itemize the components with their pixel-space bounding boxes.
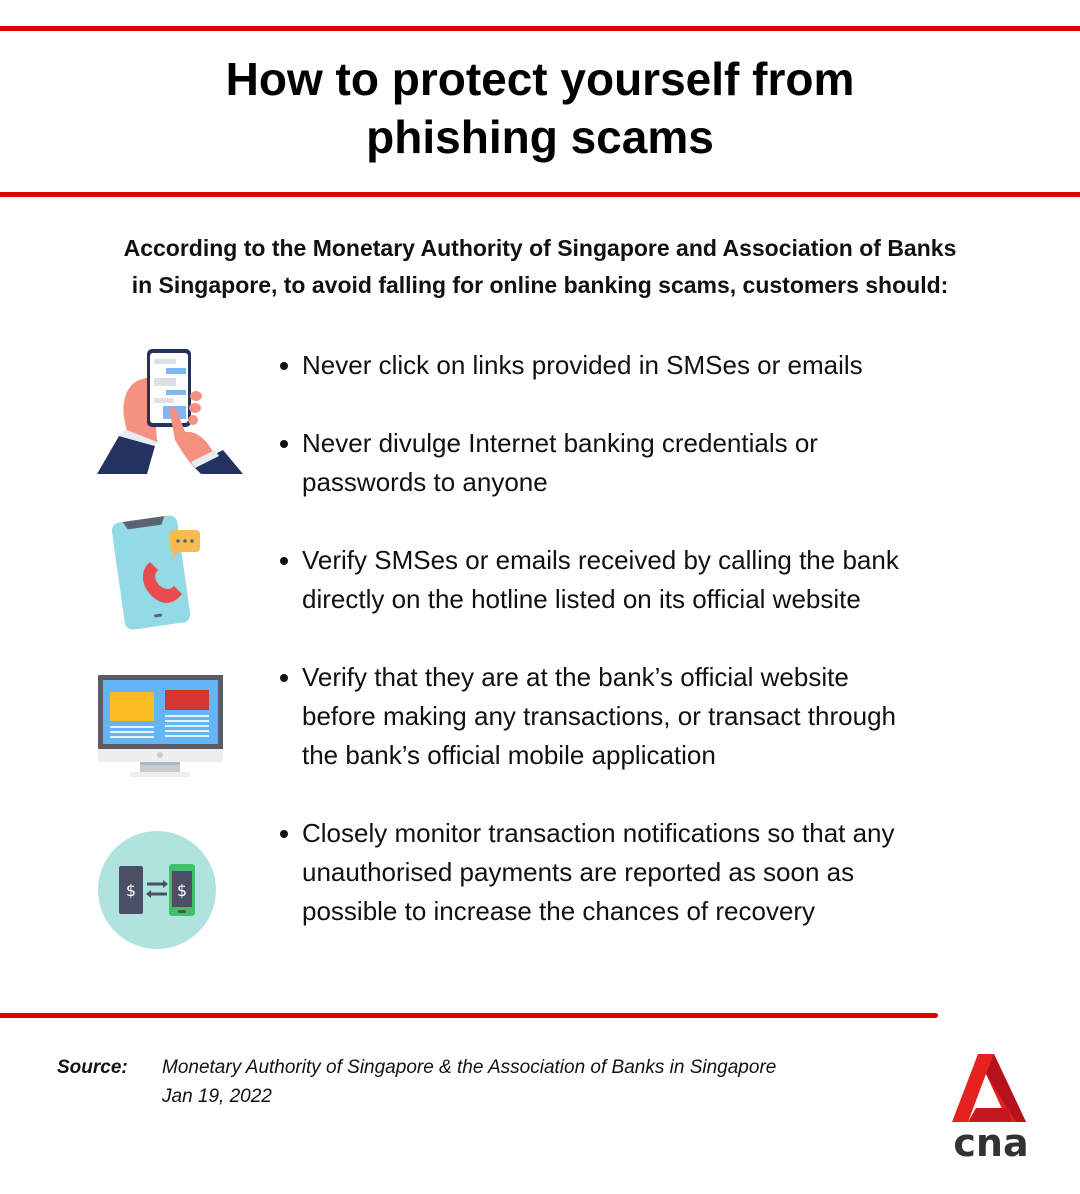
intro-text xyxy=(60,230,1020,304)
tip-item xyxy=(276,814,1036,931)
tip-text: Never click on links provided in SMSes or emails xyxy=(302,350,863,380)
svg-text:$: $ xyxy=(125,881,137,900)
bullet-icon xyxy=(280,362,288,370)
tip-text: possible to increase the chances of recovery xyxy=(302,896,816,926)
tip-item xyxy=(276,658,1036,775)
intro-line-1: According to the Monetary Authority of Singapore and Association of Banks xyxy=(123,235,957,261)
tip-text: directly on the hotline listed on its official website xyxy=(302,584,861,614)
top-divider xyxy=(0,26,1080,31)
tip-text: Never divulge Internet banking credentials or xyxy=(302,428,818,458)
title-line-2: phishing scams xyxy=(366,111,714,163)
bullet-icon xyxy=(280,557,288,565)
tip-text: unauthorised payments are reported as soon as xyxy=(302,857,855,887)
phone-call-icon xyxy=(110,510,205,630)
tip-text: before making any transactions, or transact through xyxy=(302,701,896,731)
tip-text: Verify that they are at the bank’s official website xyxy=(302,662,849,692)
page-title xyxy=(0,50,1080,166)
tip-item xyxy=(276,541,1036,619)
bullet-icon xyxy=(280,830,288,838)
svg-text:$: $ xyxy=(176,881,188,900)
source-text: Monetary Authority of Singapore & the Association of Banks in Singapore xyxy=(162,1057,777,1078)
source-date: Jan 19, 2022 xyxy=(162,1086,272,1107)
bullet-icon xyxy=(280,674,288,682)
source-citation xyxy=(162,1053,776,1111)
money-transfer-icon xyxy=(97,830,217,950)
tip-item xyxy=(276,424,1036,502)
title-line-1: How to protect yourself from xyxy=(225,53,855,105)
intro-line-2: in Singapore, to avoid falling for online banking scams, customers should: xyxy=(131,272,949,298)
bullet-icon xyxy=(280,440,288,448)
tip-text: Closely monitor transaction notifications so that any xyxy=(302,818,895,848)
hand-holding-phone-icon xyxy=(97,346,243,476)
tip-text: the bank’s official mobile application xyxy=(302,740,716,770)
source-label: Source: xyxy=(57,1057,128,1078)
title-divider xyxy=(0,192,1080,197)
footer-divider xyxy=(0,1013,938,1018)
svg-text:cna: cna xyxy=(953,1121,1029,1162)
desktop-monitor-icon xyxy=(98,675,223,780)
tip-text: passwords to anyone xyxy=(302,467,548,497)
tip-text: Verify SMSes or emails received by calling the bank xyxy=(302,545,899,575)
cna-logo xyxy=(946,1052,1036,1162)
tip-item xyxy=(276,346,1036,385)
